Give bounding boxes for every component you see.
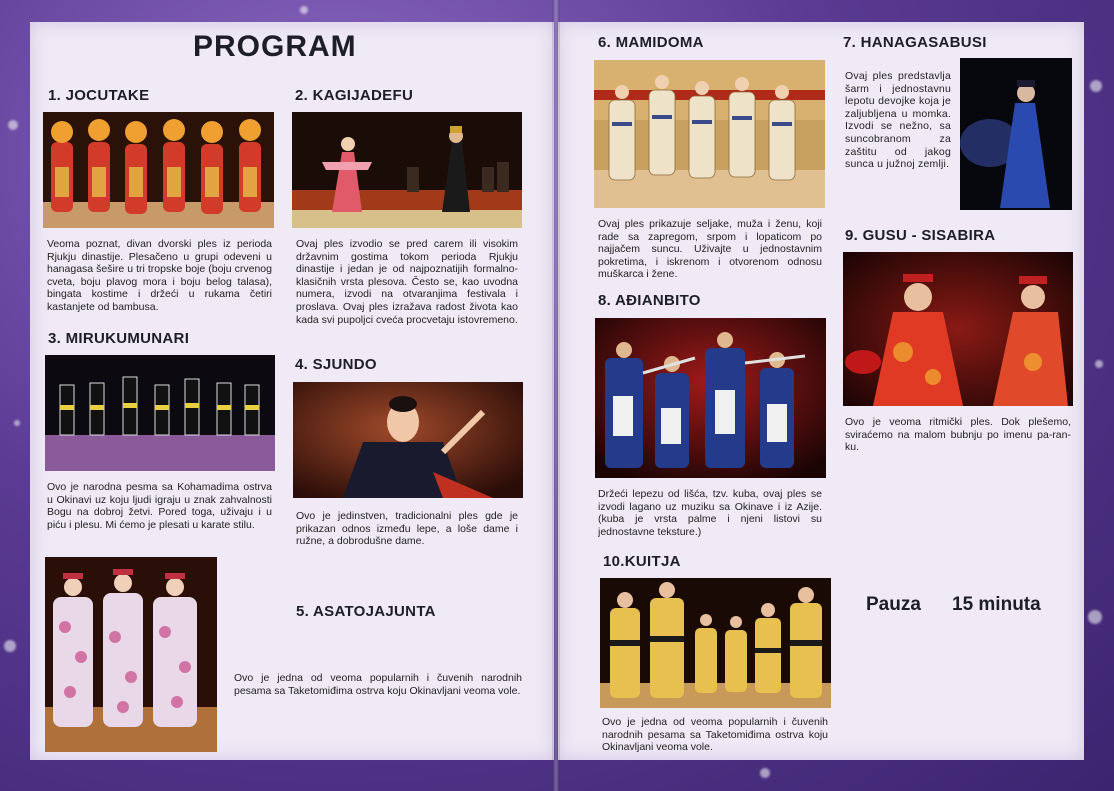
photo-kagijadefu — [292, 112, 522, 228]
heading-kuitja: 10.KUITJA — [603, 553, 681, 570]
photo-gusu-sisabira — [843, 252, 1073, 406]
heading-asatojajunta: 5. ASATOJAJUNTA — [296, 603, 436, 620]
heading-gusu-sisabira: 9. GUSU - SISABIRA — [845, 227, 996, 244]
photo-mirukumunari — [45, 355, 275, 471]
text-asatojajunta: Ovo je jedna od veoma popularnih i čuvenih narodnih pesama sa Taketomiđima ostrva koju Okinavljani veoma vole. — [234, 672, 522, 697]
photo-jocutake — [43, 112, 274, 228]
text-kuitja: Ovo je jedna od veoma popularnih i čuvenih narodnih pesama sa Taketomiđima ostrva koju Okinavljani veoma vole. — [602, 716, 828, 754]
heading-jocutake: 1. JOCUTAKE — [48, 87, 150, 104]
text-jocutake: Veoma poznat, divan dvorski ples iz perioda Rjukju dinastije. Plesačeno u grupi odeveni u hanagasa šešire u tri tropske boje (boju crvenog cveta, boju plavog mora i boju belog talasa), bingata kostime i držeći u rukama četiri kastanjete od bambusa. — [47, 238, 272, 313]
text-adjanbito: Držeći lepezu od lišća, tzv. kuba, ovaj ples se izvodi lagano uz muziku sa Okinave i iz Azije. (kuba je vrsta palme i njeni listovi su jednostavne teksture.) — [598, 488, 822, 538]
page-fold — [552, 0, 560, 791]
photo-hanagasabusi — [960, 58, 1072, 210]
photo-kuitja — [600, 578, 831, 708]
text-kagijadefu: Ovaj ples izvodio se pred carem ili visokim državnim gostima tokom perioda Rjukju dinastije i jedan je od najpoznatijih formalno-klasičnih vrsta plesova. Često se, kao uvodna numera, izvodi na otvaranjima festivala i proslava. Ovaj ples izražava radost života kao kada svi pupoljci cveća procvetaju istovremeno. — [296, 238, 518, 326]
heading-sjundo: 4. SJUNDO — [295, 356, 377, 373]
photo-adjanbito — [595, 318, 826, 478]
heading-mamidoma: 6. MAMIDOMA — [598, 34, 704, 51]
heading-kagijadefu: 2. KAGIJADEFU — [295, 87, 414, 104]
text-sjundo: Ovo je jedinstven, tradicionalni ples gde je prikazan odnos između lepe, a loše dame i ružne, a dobrodušne dame. — [296, 510, 518, 548]
text-hanagasabusi: Ovaj ples predstavlja šarm i jednostavnu lepotu devojke koja je zaljubljena u momka. Izvodi se nežno, sa suncobranom za zaštitu od jakog sunca u južnoj zemlji. — [845, 70, 951, 171]
program-title: PROGRAM — [193, 30, 357, 63]
photo-mamidoma — [594, 60, 825, 208]
pause-label: Pauza — [866, 594, 921, 615]
text-mamidoma: Ovaj ples prikazuje seljake, muža i ženu, koji rade sa zapregom, srpom i lopaticom po najjačem suncu. Uživajte u jednostavnim pokretima, i iskrenom i otvorenom odnosu muškarca i žene. — [598, 218, 822, 281]
text-mirukumunari: Ovo je narodna pesma sa Kohamadima ostrva u Okinavi uz koju ljudi igraju u znak zahvalnosti Bogu na dobroj žetvi. Pored toga, uživaju i u piću i plesu. Mi ćemo je plesati u karate stilu. — [47, 481, 272, 531]
text-gusu-sisabira: Ovo je veoma ritmički ples. Dok plešemo, sviraćemo na malom bubnju po imenu pa-ran-ku. — [845, 416, 1071, 454]
heading-hanagasabusi: 7. HANAGASABUSI — [843, 34, 987, 51]
heading-mirukumunari: 3. MIRUKUMUNARI — [48, 330, 190, 347]
heading-adjanbito: 8. AĐIANBITO — [598, 292, 701, 309]
photo-asatojajunta — [45, 557, 217, 752]
photo-sjundo — [293, 382, 523, 498]
pause-duration: 15 minuta — [952, 594, 1041, 615]
